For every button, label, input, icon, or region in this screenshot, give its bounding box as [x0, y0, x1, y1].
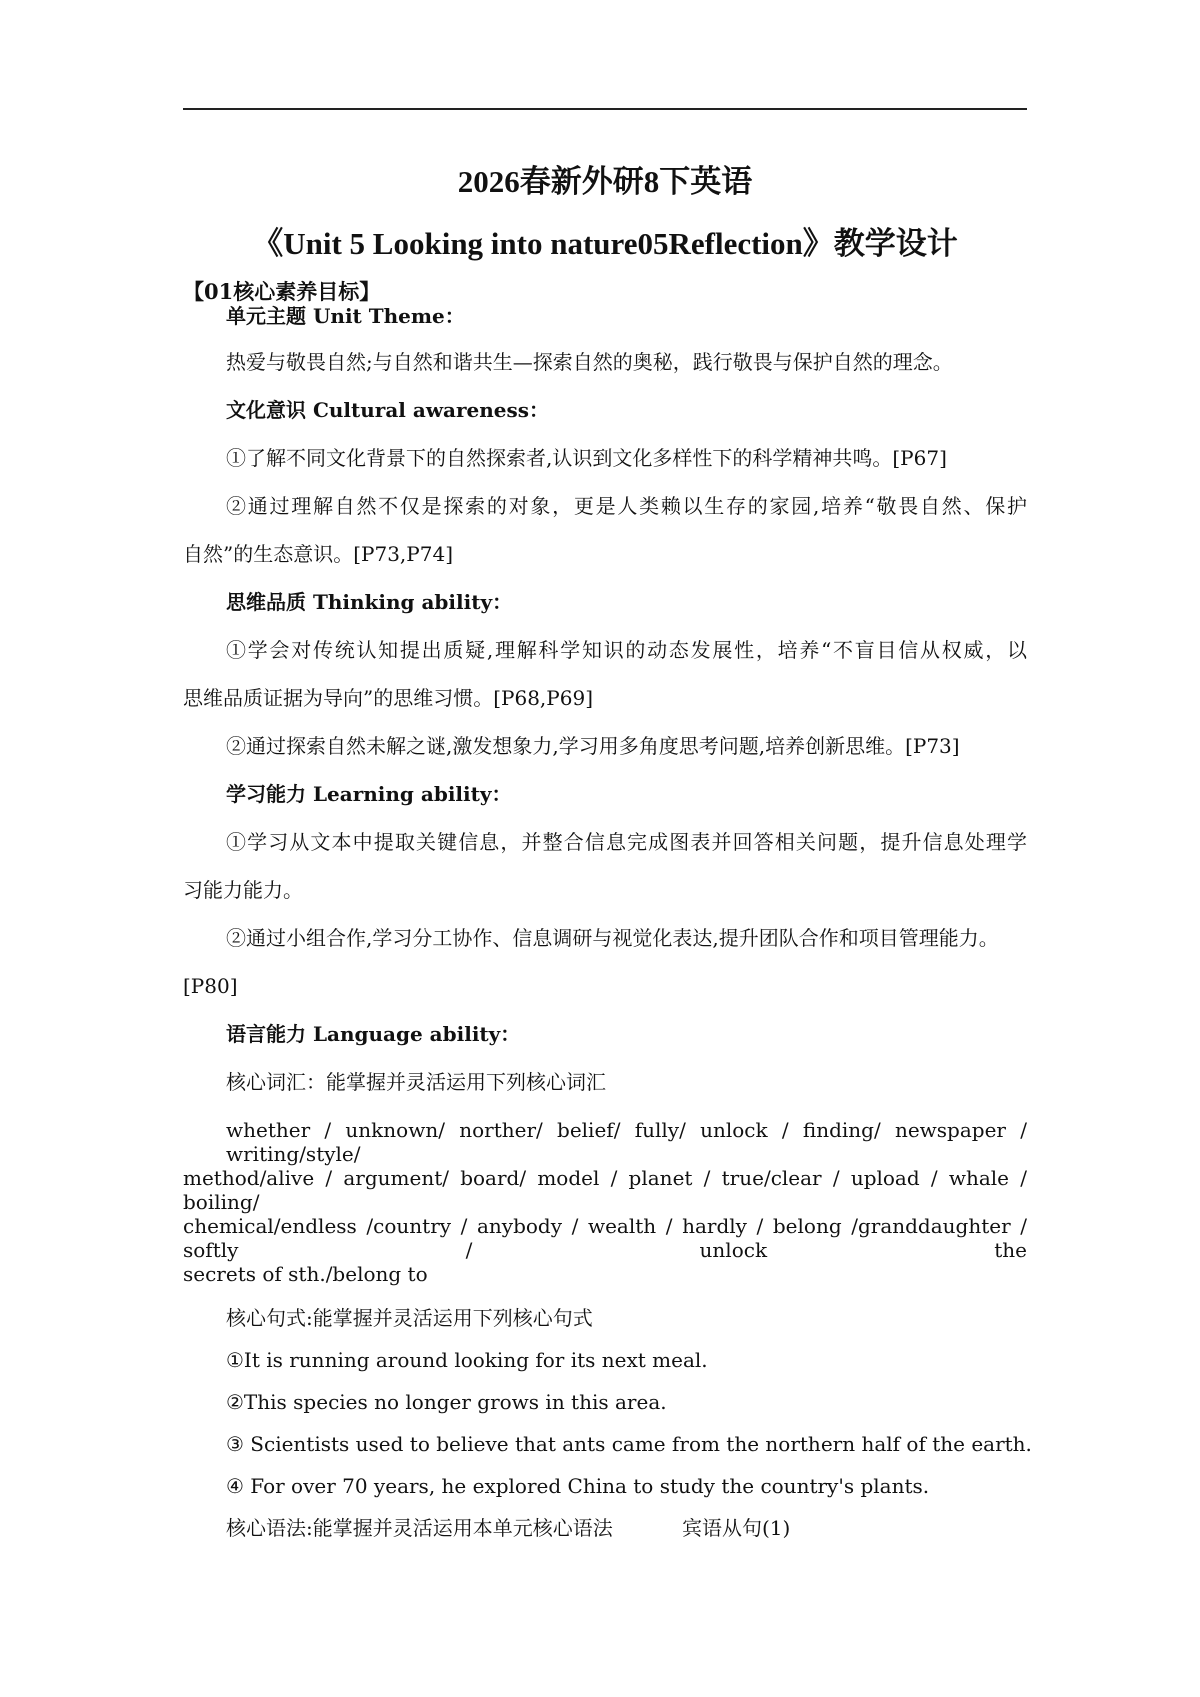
unit-theme-text: 热爱与敬畏自然;与自然和谐共生—探索自然的奥秘，践行敬畏与保护自然的理念。: [226, 350, 953, 374]
core-grammar-intro: 核心语法:能掌握并灵活运用本单元核心语法: [226, 1516, 613, 1540]
section-heading-core-goals: 【01核心素养目标】: [183, 279, 381, 304]
thinking-item-1-line2: 思维品质证据为导向”的思维习惯。[P68,P69]: [183, 686, 593, 710]
cultural-awareness-heading: 文化意识 Cultural awareness：: [226, 398, 550, 422]
core-vocabulary-intro: 核心词汇：能掌握并灵活运用下列核心词汇: [226, 1070, 606, 1094]
learning-item-2-line1: ②通过小组合作,学习分工协作、信息调研与视觉化表达,提升团队合作和项目管理能力。: [226, 926, 999, 950]
language-ability-heading: 语言能力 Language ability：: [226, 1022, 521, 1046]
vocabulary-line-4: secrets of sth./belong to: [183, 1262, 428, 1286]
learning-item-2-line2: [P80]: [183, 974, 238, 998]
thinking-ability-heading: 思维品质 Thinking ability：: [226, 590, 513, 614]
thinking-item-1-line1: ①学会对传统认知提出质疑,理解科学知识的动态发展性，培养“不盲目信从权威，以: [226, 638, 1027, 662]
core-sentence-1: ①It is running around looking for its next meal.: [226, 1348, 708, 1372]
unit-theme-heading: 单元主题 Unit Theme：: [226, 304, 465, 328]
header-rule: [183, 108, 1027, 110]
cultural-item-2-line1: ②通过理解自然不仅是探索的对象，更是人类赖以生存的家园,培养“敬畏自然、保护: [226, 494, 1027, 518]
cultural-item-2-line2: 自然”的生态意识。[P73,P74]: [183, 542, 453, 566]
thinking-item-2: ②通过探索自然未解之谜,激发想象力,学习用多角度思考问题,培养创新思维。[P73]: [226, 734, 960, 758]
core-sentence-3: ③ Scientists used to believe that ants came from the northern half of the earth.: [226, 1432, 1032, 1456]
document-title-line2: 《Unit 5 Looking into nature05Reflection》教学设计: [252, 226, 958, 261]
core-sentence-4: ④ For over 70 years, he explored China to study the country's plants.: [226, 1474, 930, 1498]
document-title-line1: 2026春新外研8下英语: [457, 164, 753, 199]
core-grammar-point: 宾语从句(1): [682, 1516, 791, 1540]
cultural-item-1: ①了解不同文化背景下的自然探索者,认识到文化多样性下的科学精神共鸣。[P67]: [226, 446, 947, 470]
learning-ability-heading: 学习能力 Learning ability：: [226, 782, 512, 806]
vocabulary-line-1: whether / unknown/ norther/ belief/ fully/ unlock / finding/ newspaper / writing/style/: [226, 1118, 1027, 1166]
learning-item-1-line1: ①学习从文本中提取关键信息，并整合信息完成图表并回答相关问题，提升信息处理学: [226, 830, 1027, 854]
core-sentences-intro: 核心句式:能掌握并灵活运用下列核心句式: [226, 1306, 593, 1330]
core-sentence-2: ②This species no longer grows in this area.: [226, 1390, 667, 1414]
vocabulary-line-2: method/alive / argument/ board/ model / planet / true/clear / upload / whale / boiling/: [183, 1166, 1027, 1214]
learning-item-1-line2: 习能力能力。: [183, 878, 303, 902]
vocabulary-line-3: chemical/endless /country / anybody / wealth / hardly / belong /granddaughter / softly / unlock the: [183, 1214, 1027, 1262]
